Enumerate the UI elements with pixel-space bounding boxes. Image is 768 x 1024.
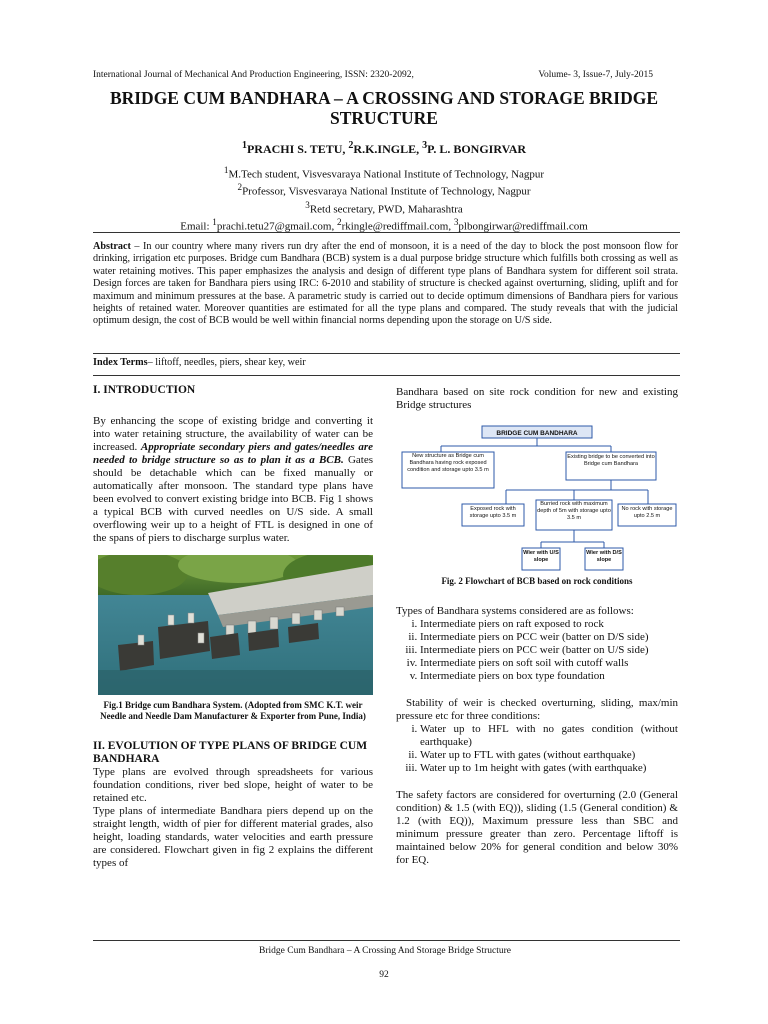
flow-us-slope: Wier with U/S slope <box>523 550 559 563</box>
stability-list <box>396 723 678 775</box>
safety-paragraph: The safety factors are considered for overturning (2.0 (General condition) & 1.5 (with EQ)), sliding (1.5 (General condition) & 1.2 (with EQ)), Maximum pressure less than SBC and minimum pressure greater than zero. Percentage liftoff is maintained below 20% for general condition and below 30% for EQ. <box>396 789 678 866</box>
author-name: PRACHI S. TETU, <box>246 142 349 156</box>
fig1-photo <box>98 555 373 695</box>
divider <box>93 940 680 941</box>
abstract-label: Abstract <box>93 241 131 252</box>
volume-info: Volume- 3, Issue-7, July-2015 <box>538 70 653 80</box>
divider <box>93 375 680 376</box>
fig1-caption: Fig.1 Bridge cum Bandhara System. (Adopted from SMC K.T. weir Needle and Needle Dam Manufacturer & Exporter from Pune, India) <box>100 700 366 721</box>
author-sup: 3 <box>422 140 428 151</box>
bridge-photo-icon <box>98 555 373 695</box>
list-item: i. Water up to HFL with no gates condition (without earthquake) <box>420 723 678 749</box>
list-item: ii. Water up to FTL with gates (without earthquake) <box>420 749 678 762</box>
author-sup: 2 <box>348 140 354 151</box>
intro-emphasis: Appropriate secondary piers and gates/needles are needed to bridge structure so as to plan it as a BCB. <box>93 441 373 466</box>
affiliation-line <box>60 199 708 216</box>
affiliation-text: M.Tech student, Visvesvaraya National Institute of Technology, Nagpur <box>228 168 545 181</box>
email-link[interactable]: rkingle@rediffmail.com, <box>341 220 454 233</box>
author-name: P. L. BONGIRVAR <box>427 142 527 156</box>
list-item: v. Intermediate piers on box type foundation <box>420 670 678 683</box>
abstract-text: – In our country where many rivers run dry after the end of monsoon, it is a need of the day to block the post monsoon flow for drinking, irrigation etc purposes. Bridge cum Bandhara (BCB) system is a dual purpose bridge structure which fulfills both crossing as well as water retaining motives. This paper emphasizes the analysis and design of different type plans of Bandhara system for different soil strata. Design forces are taken for Bandhara piers using IRC: 6-2010 and stability of structure is checked against overturning, sliding, uplift and for maximum and minimum pressures at the base. A parametric study is carried out to decide optimum dimensions of Bandhara piers for various heights of retained water. Moreover quantities are estimated for all the type plans and compared. The study reveals that with the judicial optimum design, the cost of BCB would be well within financial norms depending upon the storage on U/S side. <box>93 241 678 327</box>
email-line <box>60 216 708 233</box>
paper-title: BRIDGE CUM BANDHARA – A CROSSING AND STORAGE BRIDGE STRUCTURE <box>109 88 659 128</box>
affiliation-sup: 3 <box>305 199 310 210</box>
intro-text: Gates should be detachable which can be fixed manually or automatically after monsoon. The standard type plans have been evolved to convert existing bridge into BCB. Fig 1 shows a typical BCB with curved needles on U/S side. A small overflowing weir up to a height of FTL is designed in one of the spans of piers to discharge surplus water. <box>93 454 373 544</box>
email-sup: 2 <box>336 216 342 227</box>
index-terms <box>93 357 678 368</box>
types-intro: Types of Bandhara systems considered are as follows: <box>396 605 634 617</box>
intro-text: By enhancing the scope of existing bridge and converting it into water retaining structure, the availability of water can be increased. <box>93 415 373 453</box>
flow-new-structure: New structure as Bridge cum Bandhara having rock exposed condition and storage upto 3.5 m <box>407 453 489 473</box>
affiliation-sup: 1 <box>223 165 229 175</box>
list-item: ii. Intermediate piers on PCC weir (batter on D/S side) <box>420 631 678 644</box>
intro-paragraph <box>93 415 373 545</box>
affiliation-line <box>60 164 708 181</box>
evolution-paragraph: Type plans of intermediate Bandhara piers depend up on the straight length, width of pier for different material grades, also height, loading standards, water velocities and earth pressure are considered. Flowchart given in fig 2 explains the different types of <box>93 805 373 869</box>
divider <box>93 232 680 233</box>
flow-existing-bridge: Existing bridge to be converted into Bridge cum Bandhara <box>567 454 655 467</box>
abstract <box>93 241 678 328</box>
email-sup: 1 <box>212 216 217 227</box>
section-heading-evolution: II. EVOLUTION OF TYPE PLANS OF BRIDGE CUM BANDHARA <box>93 740 368 765</box>
email-sup: 3 <box>453 216 459 227</box>
author-list <box>60 140 708 157</box>
email-link[interactable]: plbongirwar@rediffmail.com <box>458 220 588 233</box>
section-heading-introduction: I. INTRODUCTION <box>93 384 196 396</box>
flow-ds-slope: Wier with D/S slope <box>586 550 622 563</box>
affiliation-text: Professor, Visvesvaraya National Institute of Technology, Nagpur <box>242 185 531 198</box>
index-terms-label: Index Terms <box>93 357 148 368</box>
flow-no-rock: No rock with storage upto 2.5 m <box>621 506 673 519</box>
flow-exposed-rock: Exposed rock with storage upto 3.5 m <box>469 506 517 519</box>
affiliations <box>60 164 708 233</box>
affiliation-text: Retd secretary, PWD, Maharashtra <box>309 203 463 216</box>
types-list <box>396 618 678 683</box>
list-item: i. Intermediate piers on raft exposed to rock <box>420 618 678 631</box>
affiliation-sup: 2 <box>237 182 243 193</box>
author-name: R.K.INGLE, <box>353 142 423 156</box>
flowchart-diagram <box>396 424 678 574</box>
running-header <box>93 70 653 80</box>
list-item: iii. Water up to 1m height with gates (with earthquake) <box>420 762 678 775</box>
author-sup: 1 <box>241 140 247 151</box>
flowchart-intro: Bandhara based on site rock condition for new and existing Bridge structures <box>396 386 678 411</box>
left-column <box>93 384 373 870</box>
index-terms-text: – liftoff, needles, piers, shear key, weir <box>147 357 306 368</box>
email-link[interactable]: prachi.tetu27@gmail.com, <box>216 220 337 233</box>
flow-burried-rock: Burried rock with maximum depth of 5m with storage upto 3.5 m <box>537 501 611 521</box>
stability-intro: Stability of weir is checked overturning, sliding, max/min pressure etc for three conditions: <box>396 697 678 722</box>
evolution-paragraph: Type plans are evolved through spreadsheets for various foundation conditions, river bed slope, height of water to be retained etc. <box>93 766 373 804</box>
journal-name: International Journal of Mechanical And Production Engineering, ISSN: 2320-2092, <box>93 70 414 80</box>
fig2-caption: Fig. 2 Flowchart of BCB based on rock conditions <box>441 576 633 586</box>
fig2-flowchart <box>396 424 678 574</box>
flow-root-label: BRIDGE CUM BANDHARA <box>496 430 578 437</box>
email-label: Email: <box>180 220 213 233</box>
right-column <box>396 384 678 867</box>
list-item: iv. Intermediate piers on soft soil with cutoff walls <box>420 657 678 670</box>
divider <box>93 353 680 354</box>
page-number: 92 <box>379 970 389 980</box>
list-item: iii. Intermediate piers on PCC weir (batter on U/S side) <box>420 644 678 657</box>
affiliation-line <box>60 181 708 198</box>
page-footer: Bridge Cum Bandhara – A Crossing And Storage Bridge Structure <box>259 946 511 956</box>
